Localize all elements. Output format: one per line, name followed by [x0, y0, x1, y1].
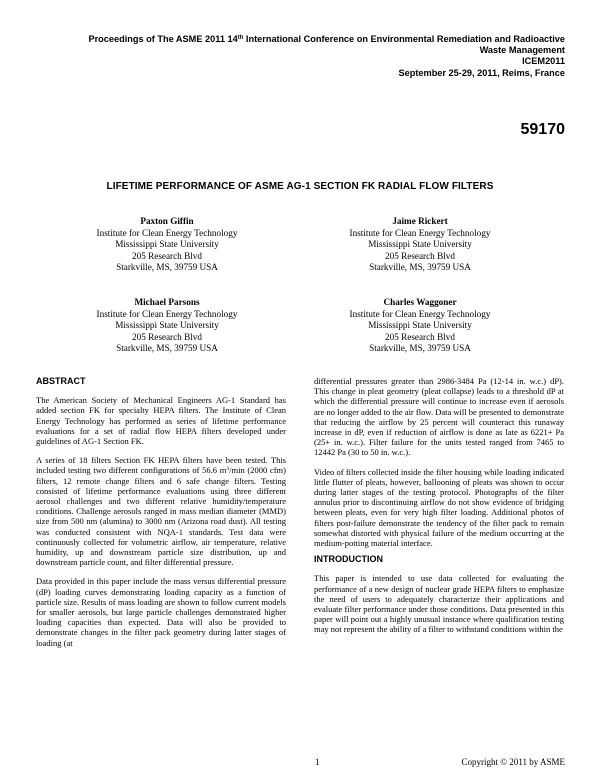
copyright-notice: Copyright © 2011 by ASME — [461, 757, 565, 767]
author-name: Jaime Rickert — [392, 216, 448, 226]
abstract-heading: ABSTRACT — [36, 376, 86, 386]
author-university: Mississippi State University — [368, 239, 472, 250]
paper-number: 59170 — [520, 121, 565, 138]
author-address: 205 Research Blvd — [385, 250, 455, 261]
conference-acronym: ICEM2011 — [522, 56, 565, 67]
author-name: Paxton Giffin — [140, 216, 194, 226]
author-university: Mississippi State University — [115, 320, 219, 331]
author-block-waggoner — [320, 297, 520, 355]
introduction-paragraph-1: This paper is intended to use data collected for evaluating the performance of a new design of nuclear grade HEPA filters to emphasize the need of users to adequately characterize their applications and evaluate filter performance under those conditions. Data presented in this paper will point out a highly unusual instance where qualification testing may not represent the ability of a filter to withstand conditions within the — [314, 573, 564, 635]
abstract-paragraph-3: Data provided in this paper include the mass versus differential pressure (dP) loading curves demonstrating loading capacity as a function of particle size. Results of mass loading are shown to follow current models for smaller aerosols, but large particle challenges demonstrated higher loading capacities than expected. Data will also be provided to demonstrate changes in the filter pack geometry during latter stages of loading (at — [36, 576, 286, 648]
author-address: 205 Research Blvd — [132, 250, 202, 261]
author-org: Institute for Clean Energy Technology — [96, 308, 238, 319]
author-address: 205 Research Blvd — [385, 331, 455, 342]
abstract-paragraph-5: Video of filters collected inside the filter housing while loading indicated little flutter of pleats, however, ballooning of pleats was shown to occur during latter stages of the testing protocol. Photographs of the filter annulus prior to discontinuing airflow do not show evidence of bridging between pleats, even for very high filter loading. Additional photos of filters post-failure demonstrate the tendency of the filter pack to remain somewhat distorted with physical failure of the medium occurring at the medium-potting material interface. — [314, 466, 564, 549]
author-org: Institute for Clean Energy Technology — [349, 308, 491, 319]
left-column — [36, 376, 286, 657]
author-city: Starkville, MS, 39759 USA — [116, 262, 218, 273]
abstract-paragraph-1: The American Society of Mechanical Engineers AG-1 Standard has added section FK for specialty HEPA filters. The Institute of Clean Energy Technology has performed as series of lifetime performance evaluations for a set of radial flow HEPA filters developed under guidelines of AG-1 Section FK. — [36, 395, 286, 447]
page-number: 1 — [315, 757, 320, 767]
author-address: 205 Research Blvd — [132, 331, 202, 342]
author-name: Michael Parsons — [134, 297, 200, 307]
introduction-heading: INTRODUCTION — [314, 554, 383, 565]
author-block-parsons — [67, 297, 267, 355]
proceedings-line-2: Waste Management — [479, 45, 565, 56]
author-org: Institute for Clean Energy Technology — [96, 227, 238, 238]
proceedings-line-1: Proceedings of The ASME 2011 14th International Conference on Environmental Remediation and Radioactive — [88, 34, 565, 44]
author-city: Starkville, MS, 39759 USA — [116, 343, 218, 354]
abstract-paragraph-4: differential pressures greater than 2986-3484 Pa (12-14 in. w.c.) dP). This change in pleat geometry (pleat collapse) leads to a threshold dP at which the differential pressure will continue to increase even if aerosols are no longer added to the air flow. Data will be presented to demonstrate that reducing the airflow by 25 percent will counteract this runaway increase in dP, even if reduction of airflow is done as late as 6221+ Pa (25+ in. w.c.). Filter failure for the units tested ranged from 7465 to 12442 Pa (30 to 50 in. w.c.). — [314, 376, 564, 458]
author-city: Starkville, MS, 39759 USA — [369, 343, 471, 354]
paper-title: LIFETIME PERFORMANCE OF ASME AG-1 SECTION FK RADIAL FLOW FILTERS — [106, 181, 494, 192]
proceedings-header — [45, 34, 565, 79]
abstract-paragraph-2: A series of 18 filters Section FK HEPA filters have been tested. This included testing two different configurations of 56.6 $m^3/\min$ (2000 cfm) filters, 12 remote change filters and 6 safe change filters. Testing consisted of lifetime performance evaluations using three different aerosol challenges and two different relative humidity/temperature conditions. Challenge aerosols ranged in mass median diameter (MMD) size from 500 nm (alumina) to 3000 nm (Arizona road dust). All testing was conducted consistent with NQA-1 standards. Test data were continuously collected for volumetric airflow, air temperature, relative humidity, up and downstream particle size distribution, up and downstream particle count, and filter differential pressure. — [36, 455, 286, 568]
right-column — [314, 376, 564, 644]
author-org: Institute for Clean Energy Technology — [349, 227, 491, 238]
conference-dates: September 25-29, 2011, Reims, France — [398, 67, 565, 78]
author-university: Mississippi State University — [115, 239, 219, 250]
author-city: Starkville, MS, 39759 USA — [369, 262, 471, 273]
author-university: Mississippi State University — [368, 320, 472, 331]
author-name: Charles Waggoner — [383, 297, 457, 307]
author-block-giffin — [67, 216, 267, 274]
author-block-rickert — [320, 216, 520, 274]
